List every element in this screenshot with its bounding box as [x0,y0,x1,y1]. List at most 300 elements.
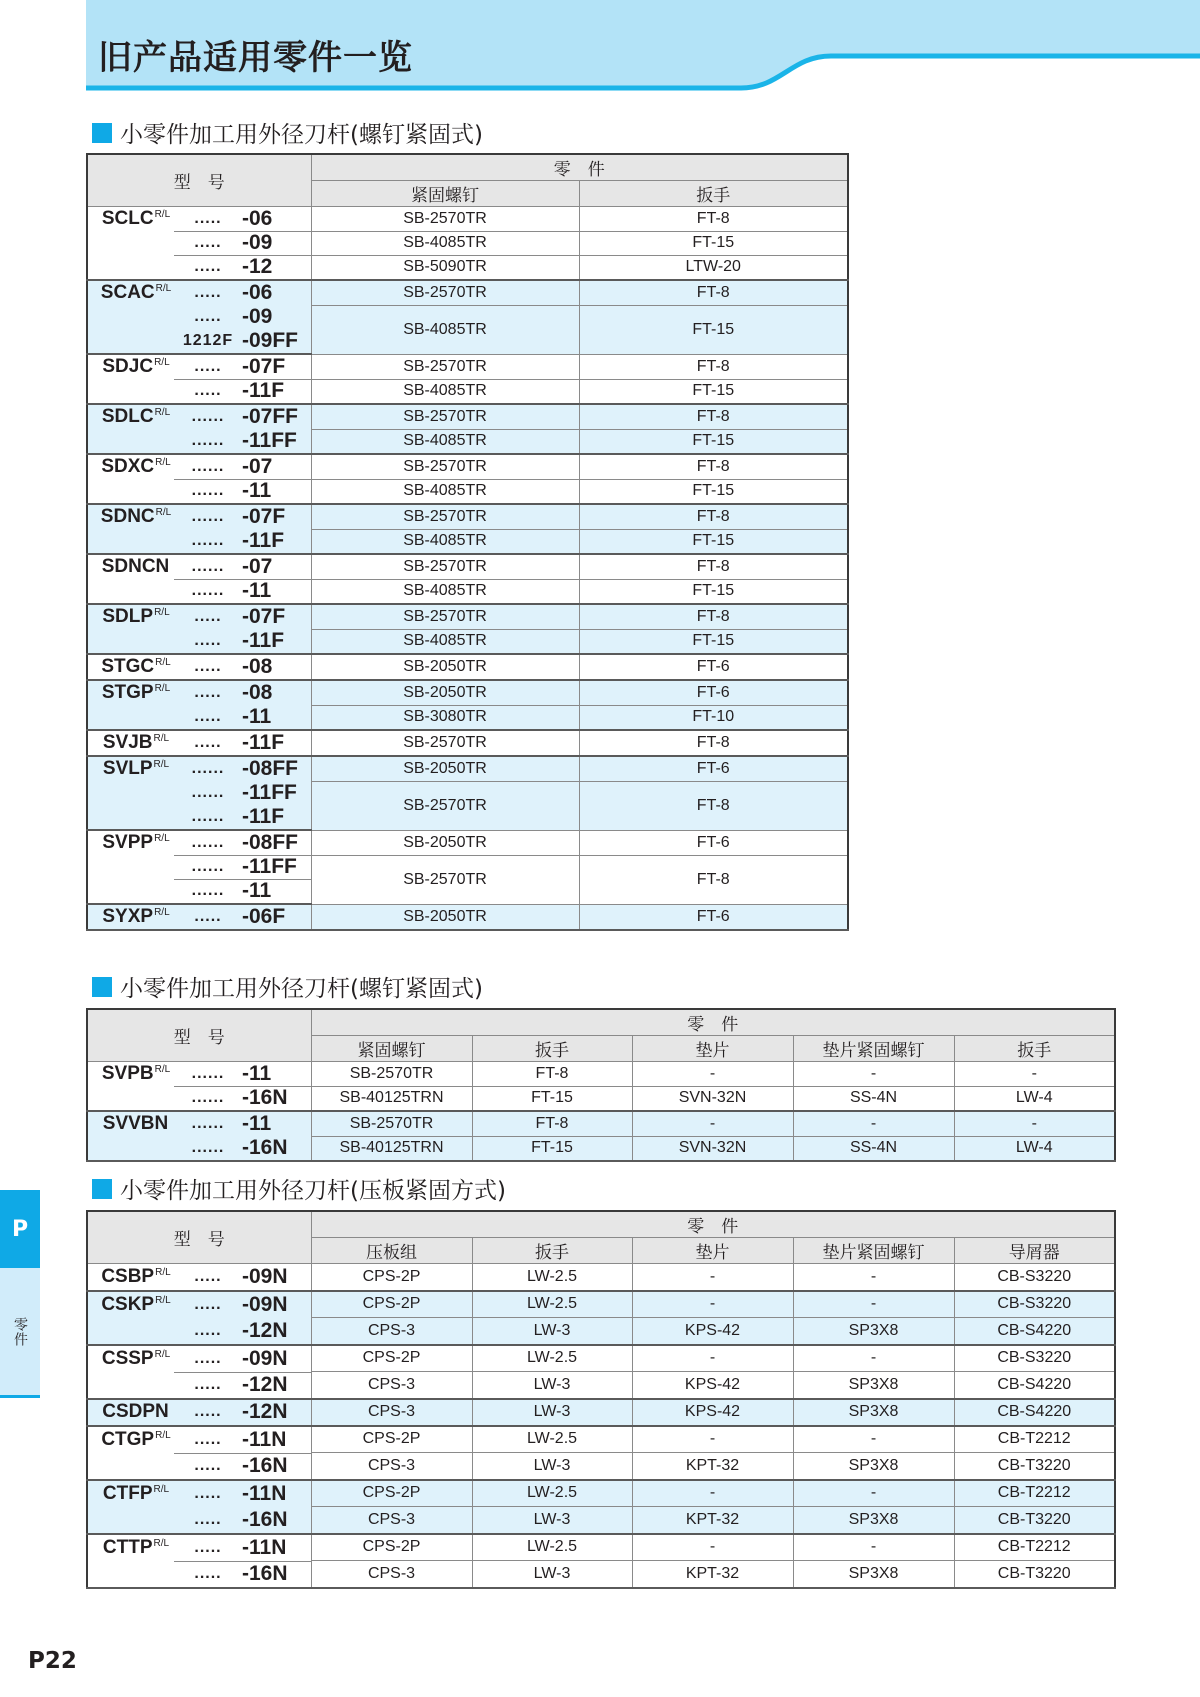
model-size: -12 [242,255,273,278]
part-cell: SB-2050TR [311,904,579,930]
table-row [87,756,848,781]
model-size: -08FF [242,831,299,854]
table-row [87,504,848,529]
model-dots: ...... [191,1065,225,1082]
table-row [87,404,848,429]
model-cell [87,280,311,305]
model-cell [87,231,311,255]
header-col-shim: 垫片 [632,1036,793,1062]
hand-suffix: R/L [154,209,171,220]
header-col-wrench: 扳手 [579,181,848,207]
hand-suffix: R/L [155,507,172,518]
model-size: -06 [242,207,273,230]
part-cell: CB-S4220 [954,1399,1115,1426]
model-dots: ..... [194,1456,222,1474]
part-cell: - [793,1062,954,1087]
model-cell [87,1453,311,1480]
header-model: 型 号 [87,1009,311,1062]
part-cell: SB-4085TR [311,379,579,404]
side-tab-label-text: 零件 [12,1316,28,1347]
hand-suffix: R/L [155,1429,171,1441]
model-dots: ..... [194,1484,222,1502]
model-size: -11N [242,1481,287,1505]
part-cell: - [793,1426,954,1453]
model-cell [87,604,311,629]
table-row [87,231,848,255]
table-row [87,654,848,680]
part-cell: - [793,1480,954,1507]
part-cell: SP3X8 [793,1318,954,1345]
model-dots: ...... [191,432,225,449]
part-cell: FT-8 [579,855,848,904]
model-size: -11 [242,1112,272,1135]
model-size: -08 [242,681,273,704]
part-cell: SB-3080TR [311,705,579,730]
part-cell: - [793,1345,954,1372]
model-dots: ..... [194,284,222,301]
model-dots: ...... [191,858,225,875]
model-dots: ..... [194,1510,222,1528]
model-cell [87,654,311,680]
part-cell: SB-2570TR [311,454,579,479]
table-row [87,529,848,554]
square-bullet-icon [92,123,112,143]
model-size: -11FF [242,781,297,804]
model-dots: ...... [191,532,225,549]
part-cell: FT-8 [579,354,848,379]
model-cell [87,479,311,504]
model-dots: ...... [191,1139,225,1156]
model-name: $STGC^{R/L}$ [101,656,171,677]
model-dots: ...... [191,760,225,777]
part-cell: SB-2570TR [311,730,579,756]
model-cell [87,1264,311,1291]
part-cell: CB-S3220 [954,1291,1115,1318]
part-cell: FT-8 [579,604,848,629]
model-name: $SDLC^{R/L}$ [101,406,171,427]
part-cell: - [793,1534,954,1561]
part-cell: SVN-32N [632,1086,793,1111]
model-cell [87,429,311,454]
model-cell [87,1399,311,1426]
model-size: -08FF [242,757,299,780]
square-bullet-icon [92,977,112,997]
hand-suffix: R/L [154,833,170,844]
part-cell: - [632,1291,793,1318]
part-cell: FT-15 [579,479,848,504]
table-row [87,629,848,654]
part-cell: CPS-3 [311,1561,472,1588]
hand-suffix: R/L [155,1266,171,1278]
model-dots: ..... [194,1538,222,1556]
part-cell: CB-T3220 [954,1453,1115,1480]
model-name: $SDLP^{R/L}$ [102,606,170,627]
model-name: $STGP^{R/L}$ [101,682,171,703]
model-dots: ...... [191,834,225,851]
part-cell: CB-T3220 [954,1507,1115,1534]
part-cell: SP3X8 [793,1399,954,1426]
model-name: $SDNC^{R/L}$ [100,506,172,527]
table-row [87,1062,1115,1087]
parts-table-clamp-plate [86,1210,1116,1589]
parts-table-screw-clamp-shim [86,1008,1116,1162]
part-cell: FT-15 [579,379,848,404]
model-size: -06F [242,905,286,928]
model-dots: ...... [191,558,225,575]
model-cell [87,404,311,429]
model-name: $SDXC^{R/L}$ [101,456,171,477]
part-cell: KPT-32 [632,1507,793,1534]
model-cell [87,305,311,329]
part-cell: CPS-3 [311,1507,472,1534]
part-cell: CPS-2P [311,1291,472,1318]
part-cell: - [632,1480,793,1507]
part-cell: CB-T3220 [954,1561,1115,1588]
model-size: -09N [242,1292,288,1316]
part-cell: CB-S3220 [954,1264,1115,1291]
model-size: -08 [242,655,273,678]
part-cell: SB-2050TR [311,654,579,680]
part-cell: LW-3 [472,1507,632,1534]
part-cell: CB-T2212 [954,1480,1115,1507]
header-col-shim-screw: 垫片紧固螺钉 [793,1036,954,1062]
model-cell [87,504,311,529]
model-size: -07 [242,555,273,578]
model-name: SVVBN [102,1113,169,1134]
hand-suffix: R/L [155,1294,171,1306]
model-dots: ..... [194,658,222,675]
model-name: $SVJB^{R/L}$ [102,732,170,753]
part-cell: FT-15 [579,231,848,255]
part-cell: SB-2050TR [311,680,579,705]
model-name: $CSKP^{R/L}$ [101,1293,171,1315]
model-cell [87,1561,311,1588]
part-cell: LW-3 [472,1318,632,1345]
table-row [87,904,848,930]
model-dots: ..... [194,1430,222,1448]
header-parts: 零 件 [311,154,848,181]
header-col-wrench-2: 扳手 [954,1036,1115,1062]
table-row [87,554,848,579]
part-cell: CPS-2P [311,1426,472,1453]
hand-suffix: R/L [153,733,170,744]
part-cell: SB-40125TRN [311,1136,472,1161]
model-dots: ..... [194,1295,222,1313]
model-size: -11F [242,731,285,754]
table-row [87,1291,1115,1318]
model-size: -07 [242,455,273,478]
part-cell: CPS-2P [311,1480,472,1507]
part-cell: SB-4085TR [311,231,579,255]
model-size: -09N [242,1346,288,1370]
table-row [87,604,848,629]
section-title-text: 小零件加工用外径刀杆(螺钉紧固式) [120,976,483,1002]
part-cell: CB-T2212 [954,1426,1115,1453]
model-cell [87,680,311,705]
model-cell [87,1426,311,1453]
model-dots: ...... [191,458,225,475]
part-cell: SB-2570TR [311,781,579,830]
model-dots: ...... [191,582,225,599]
model-dots: ..... [194,358,222,375]
part-cell: FT-8 [579,504,848,529]
part-cell: FT-6 [579,904,848,930]
part-cell: LW-2.5 [472,1426,632,1453]
table-row [87,730,848,756]
part-cell: CPS-2P [311,1264,472,1291]
part-cell: LW-2.5 [472,1534,632,1561]
part-cell: SB-2570TR [311,604,579,629]
model-dots: ..... [194,1321,222,1339]
model-cell [87,1318,311,1345]
model-size: -16N [242,1086,288,1109]
model-size: -11 [242,579,272,602]
header-col-shim-screw: 垫片紧固螺钉 [793,1238,954,1264]
part-cell: SS-4N [793,1086,954,1111]
table-row [87,1561,1115,1588]
model-cell [87,454,311,479]
table-row [87,1399,1115,1426]
part-cell: FT-15 [579,579,848,604]
header-model: 型 号 [87,154,311,207]
table-row [87,855,848,879]
model-size: -11N [242,1535,287,1559]
part-cell: LW-2.5 [472,1480,632,1507]
model-size: -16N [242,1453,288,1477]
section-title-clamp-plate [92,1172,506,1205]
model-size: -07F [242,505,286,528]
model-cell [87,705,311,730]
hand-suffix: R/L [154,1064,171,1075]
model-cell [87,756,311,781]
model-cell [87,855,311,879]
model-size: -11F [242,629,285,652]
part-cell: CB-S4220 [954,1372,1115,1399]
table-row [87,454,848,479]
model-dots: ...... [191,808,225,825]
model-cell [87,1507,311,1534]
model-size: -11N [242,1427,287,1451]
part-cell: CPS-2P [311,1345,472,1372]
model-cell [87,207,311,232]
model-size: -07FF [242,405,299,428]
model-size: -11 [242,705,272,728]
model-dots: ..... [194,1375,222,1393]
model-cell [87,879,311,904]
model-cell [87,730,311,756]
part-cell: SB-2570TR [311,855,579,904]
table-row [87,781,848,805]
side-tab-parts[interactable] [0,1268,40,1398]
table-row [87,1453,1115,1480]
model-cell [87,379,311,404]
header-col-screw: 紧固螺钉 [311,1036,472,1062]
header-col-wrench: 扳手 [472,1238,632,1264]
model-name: $SYXP^{R/L}$ [102,906,170,927]
table-row [87,1480,1115,1507]
model-cell [87,1291,311,1318]
part-cell: CB-T2212 [954,1534,1115,1561]
model-cell [87,830,311,855]
part-cell: - [954,1111,1115,1136]
header-col-shim: 垫片 [632,1238,793,1264]
model-cell [87,904,311,930]
table-row [87,1534,1115,1561]
model-dots: ...... [191,408,225,425]
table-row [87,354,848,379]
model-cell [87,1372,311,1399]
part-cell: FT-15 [579,305,848,354]
model-size: -16N [242,1136,288,1159]
part-cell: - [793,1291,954,1318]
part-cell: SB-4085TR [311,579,579,604]
model-size: -11F [242,379,285,402]
part-cell: CB-S4220 [954,1318,1115,1345]
model-dots: ..... [194,632,222,649]
part-cell: LTW-20 [579,255,848,280]
part-cell: - [632,1111,793,1136]
hand-suffix: R/L [153,1537,170,1549]
model-dots: ..... [194,234,222,251]
model-cell [87,1534,311,1561]
part-cell: SB-40125TRN [311,1086,472,1111]
model-dots: ...... [191,1115,225,1132]
part-cell: - [632,1062,793,1087]
part-cell: FT-15 [472,1086,632,1111]
table-row [87,1507,1115,1534]
part-cell: KPS-42 [632,1318,793,1345]
part-cell: SB-2050TR [311,756,579,781]
part-cell: SP3X8 [793,1372,954,1399]
model-cell [87,1136,311,1161]
model-size: -09FF [242,329,299,352]
model-dots: ..... [194,1349,222,1367]
part-cell: SB-5090TR [311,255,579,280]
part-cell: FT-15 [579,629,848,654]
part-cell: FT-8 [579,454,848,479]
hand-suffix: R/L [154,907,170,918]
table-row [87,1086,1115,1111]
model-dots: ..... [194,734,222,751]
header-col-chipbreaker: 导屑器 [954,1238,1115,1264]
part-cell: LW-2.5 [472,1264,632,1291]
model-name: CSDPN [102,1401,169,1422]
hand-suffix: R/L [155,657,171,668]
part-cell: SB-2570TR [311,280,579,305]
model-dots: ..... [194,382,222,399]
hand-suffix: R/L [154,607,170,618]
part-cell: SS-4N [793,1136,954,1161]
model-cell [87,1480,311,1507]
model-name: $CTTP^{R/L}$ [102,1536,170,1558]
model-dots: ...... [191,882,225,899]
side-tab-letter[interactable]: P [0,1190,40,1268]
header-col-screw: 紧固螺钉 [311,181,579,207]
page-title: 旧产品适用零件一览 [98,38,413,78]
hand-suffix: R/L [154,357,170,368]
hand-suffix: R/L [153,1483,170,1495]
part-cell: SVN-32N [632,1136,793,1161]
model-cell [87,1062,311,1087]
hand-suffix: R/L [155,283,172,294]
model-dots: ..... [194,258,222,275]
model-size: -16N [242,1561,288,1585]
part-cell: SB-4085TR [311,529,579,554]
page-number: P22 [28,1648,77,1674]
table-row [87,1372,1115,1399]
model-name: $SDJC^{R/L}$ [102,356,170,377]
part-cell: KPT-32 [632,1561,793,1588]
part-cell: SB-4085TR [311,479,579,504]
model-size: -09 [242,305,273,328]
model-size: -07F [242,605,286,628]
part-cell: - [954,1062,1115,1087]
part-cell: SB-2570TR [311,504,579,529]
header-col-wrench: 扳手 [472,1036,632,1062]
part-cell: SP3X8 [793,1507,954,1534]
part-cell: KPT-32 [632,1453,793,1480]
part-cell: SB-4085TR [311,305,579,354]
part-cell: CPS-3 [311,1372,472,1399]
part-cell: FT-6 [579,756,848,781]
table-row [87,1136,1115,1161]
part-cell: FT-8 [579,280,848,305]
model-dots: 1212F [182,332,234,349]
part-cell: CB-S3220 [954,1345,1115,1372]
model-name: $SCLC^{R/L}$ [101,208,171,229]
model-dots: ..... [194,210,222,227]
table-row [87,207,848,232]
part-cell: FT-10 [579,705,848,730]
model-cell [87,1111,311,1136]
table-row [87,579,848,604]
part-cell: FT-8 [579,404,848,429]
model-name: $CTGP^{R/L}$ [101,1428,171,1450]
table-row [87,255,848,280]
model-dots: ...... [191,482,225,499]
part-cell: SB-2570TR [311,207,579,232]
part-cell: LW-4 [954,1086,1115,1111]
model-dots: ..... [194,1267,222,1285]
header-col-clamp-set: 压板组 [311,1238,472,1264]
model-name: SDNCN [101,556,170,577]
hand-suffix: R/L [154,1348,171,1360]
model-dots: ..... [194,308,222,325]
part-cell: LW-4 [954,1136,1115,1161]
model-size: -06 [242,281,273,304]
part-cell: SB-2570TR [311,554,579,579]
part-cell: LW-2.5 [472,1345,632,1372]
part-cell: KPS-42 [632,1372,793,1399]
model-name: $SVPB^{R/L}$ [101,1063,171,1084]
part-cell: LW-2.5 [472,1291,632,1318]
model-cell [87,554,311,579]
part-cell: FT-15 [472,1136,632,1161]
table-row [87,479,848,504]
header-parts: 零 件 [311,1211,1115,1238]
model-cell [87,1345,311,1372]
model-cell [87,529,311,554]
part-cell: LW-3 [472,1372,632,1399]
section-title-text: 小零件加工用外径刀杆(压板紧固方式) [120,1178,506,1204]
table-row [87,1345,1115,1372]
part-cell: CPS-2P [311,1534,472,1561]
model-size: -11FF [242,429,297,452]
part-cell: SB-2050TR [311,830,579,855]
part-cell: FT-8 [472,1111,632,1136]
part-cell: FT-8 [579,207,848,232]
model-name: $SCAC^{R/L}$ [100,282,172,303]
